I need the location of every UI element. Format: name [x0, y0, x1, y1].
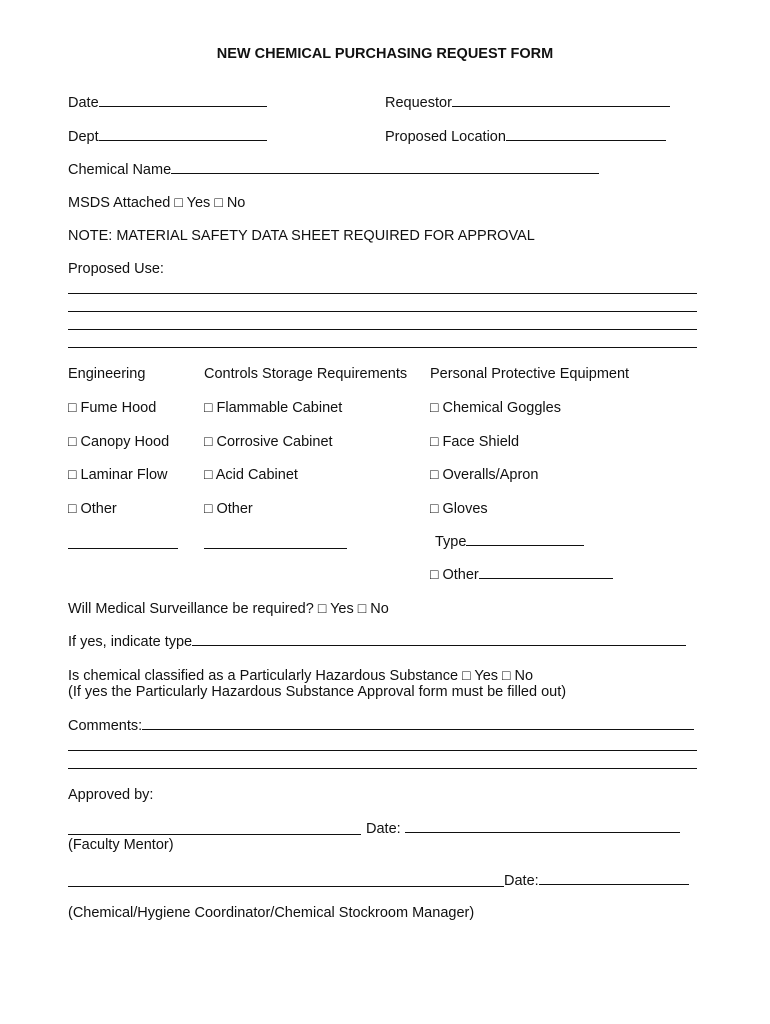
proposed-use-line[interactable]	[68, 311, 697, 312]
msds-yes-checkbox[interactable]: □	[174, 194, 183, 210]
approved-by-label: Approved by:	[68, 787, 154, 803]
medical-surveillance-row	[68, 599, 389, 618]
faculty-date-label: Date:	[366, 821, 401, 837]
proposed-location-field[interactable]	[506, 127, 666, 141]
engineering-item-label: Fume Hood	[80, 400, 157, 416]
medical-type-field[interactable]	[192, 632, 686, 646]
comments-label: Comments:	[68, 718, 143, 734]
storage-item-other	[204, 499, 253, 518]
engineering-item-label: Laminar Flow	[80, 467, 168, 483]
ppe-other-field[interactable]	[479, 565, 613, 579]
checkbox[interactable]: □	[204, 466, 213, 482]
faculty-date-row	[366, 819, 680, 838]
hazard-no-checkbox[interactable]: □	[502, 667, 511, 683]
if-yes-label: If yes, indicate type	[68, 634, 193, 650]
checkbox[interactable]: □	[68, 466, 77, 482]
hazard-note: (If yes the Particularly Hazardous Substance Approval form must be filled out)	[68, 684, 567, 700]
comments-line[interactable]	[68, 750, 697, 751]
storage-item-label: Corrosive Cabinet	[216, 434, 333, 450]
comments-line[interactable]	[68, 768, 697, 769]
medical-yes-checkbox[interactable]: □	[317, 600, 327, 616]
coordinator-date-label: Date:	[504, 873, 539, 889]
ppe-other-label: Other	[442, 567, 479, 583]
chemical-name-row	[68, 160, 599, 179]
proposed-use-line[interactable]	[68, 293, 697, 294]
hazard-question: Is chemical classified as a Particularly Hazardous Substance	[68, 668, 459, 684]
checkbox[interactable]: □	[68, 399, 77, 415]
proposed-use-line[interactable]	[68, 347, 697, 348]
form-title: NEW CHEMICAL PURCHASING REQUEST FORM	[216, 46, 554, 62]
ppe-item-label: Overalls/Apron	[442, 467, 539, 483]
storage-other-field[interactable]	[204, 548, 347, 549]
engineering-header: Engineering	[68, 366, 146, 382]
chemical-name-label: Chemical Name	[68, 162, 172, 178]
medical-type-row	[68, 632, 686, 651]
comments-row	[68, 716, 694, 735]
engineering-item-canopy-hood	[68, 432, 169, 451]
engineering-item-fume-hood	[68, 398, 156, 417]
engineering-item-laminar-flow	[68, 465, 168, 484]
medical-no-checkbox[interactable]: □	[357, 600, 367, 616]
hazard-no-label: No	[514, 668, 534, 684]
checkbox[interactable]: □	[430, 399, 439, 415]
engineering-item-label: Canopy Hood	[80, 434, 170, 450]
ppe-gloves-type-row	[435, 532, 584, 551]
faculty-mentor-label: (Faculty Mentor)	[68, 837, 174, 853]
requestor-label: Requestor	[385, 95, 452, 111]
hazard-yes-checkbox[interactable]: □	[462, 667, 471, 683]
faculty-mentor-signature-line[interactable]	[68, 834, 361, 835]
comments-field[interactable]	[142, 716, 694, 730]
medical-no-label: No	[370, 601, 389, 617]
checkbox[interactable]: □	[430, 466, 439, 482]
engineering-item-other	[68, 499, 117, 518]
ppe-item-face-shield	[430, 432, 519, 451]
dept-label: Dept	[68, 129, 99, 145]
msds-yes-label: Yes	[186, 195, 211, 211]
msds-no-label: No	[226, 195, 246, 211]
storage-item-flammable-cabinet	[204, 398, 342, 417]
ppe-item-other	[430, 565, 613, 584]
ppe-item-label: Face Shield	[442, 434, 520, 450]
coordinator-label: (Chemical/Hygiene Coordinator/Chemical Stockroom Manager)	[68, 905, 475, 921]
checkbox[interactable]: □	[68, 500, 77, 516]
proposed-location-row	[385, 127, 666, 146]
requestor-field[interactable]	[452, 93, 670, 107]
checkbox[interactable]: □	[68, 433, 77, 449]
dept-row	[68, 127, 267, 146]
ppe-item-label: Chemical Goggles	[442, 400, 561, 416]
proposed-use-line[interactable]	[68, 329, 697, 330]
coordinator-date-field[interactable]	[539, 871, 689, 885]
medical-yes-label: Yes	[330, 601, 354, 617]
date-label: Date	[68, 95, 99, 111]
dept-field[interactable]	[99, 127, 267, 141]
ppe-item-label: Gloves	[442, 501, 488, 517]
coordinator-signature-line[interactable]	[68, 886, 504, 887]
storage-item-label: Flammable Cabinet	[216, 400, 343, 416]
checkbox[interactable]: □	[430, 500, 439, 516]
storage-item-label: Acid Cabinet	[215, 467, 298, 483]
engineering-other-field[interactable]	[68, 548, 178, 549]
date-row	[68, 93, 267, 112]
ppe-type-label: Type	[435, 534, 467, 550]
checkbox[interactable]: □	[204, 500, 213, 516]
ppe-header: Personal Protective Equipment	[430, 366, 630, 382]
requestor-row	[385, 93, 670, 112]
ppe-item-gloves	[430, 499, 488, 518]
proposed-use-label: Proposed Use:	[68, 261, 164, 277]
msds-row	[68, 193, 245, 212]
checkbox[interactable]: □	[204, 399, 213, 415]
date-field[interactable]	[99, 93, 267, 107]
ppe-type-field[interactable]	[466, 532, 584, 546]
msds-no-checkbox[interactable]: □	[214, 194, 223, 210]
msds-note: NOTE: MATERIAL SAFETY DATA SHEET REQUIRED FOR APPROVAL	[68, 228, 535, 244]
hazard-yes-label: Yes	[474, 668, 499, 684]
coordinator-date-row	[504, 871, 689, 890]
checkbox[interactable]: □	[430, 433, 439, 449]
medical-question: Will Medical Surveillance be required?	[68, 601, 314, 617]
ppe-item-overalls-apron	[430, 465, 538, 484]
storage-item-label: Other	[216, 501, 253, 517]
storage-item-corrosive-cabinet	[204, 432, 333, 451]
engineering-item-label: Other	[80, 501, 117, 517]
proposed-location-label: Proposed Location	[385, 129, 506, 145]
storage-item-acid-cabinet	[204, 465, 298, 484]
checkbox[interactable]: □	[430, 566, 439, 582]
faculty-date-field[interactable]	[405, 819, 680, 833]
chemical-name-field[interactable]	[171, 160, 599, 174]
storage-header: Controls Storage Requirements	[204, 366, 408, 382]
msds-label: MSDS Attached	[68, 195, 171, 211]
ppe-item-chemical-goggles	[430, 398, 561, 417]
checkbox[interactable]: □	[204, 433, 213, 449]
